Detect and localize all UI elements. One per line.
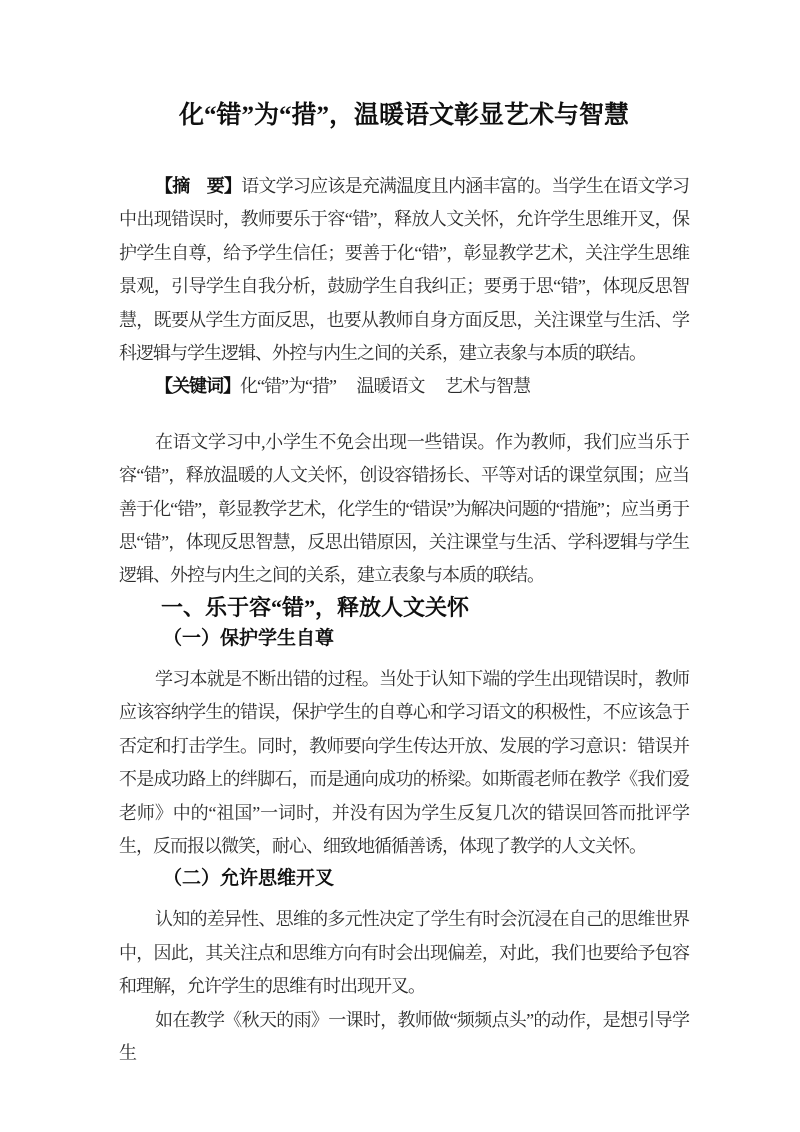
keywords-line <box>119 370 689 403</box>
paragraph-protect-self-esteem: 学习本就是不断出错的过程。当处于认知下端的学生出现错误时，教师应该容纳学生的错误，保护学生的自尊心和学习语文的积极性，不应该急于否定和打击学生。同时，教师要向学生传达开放、发展的学习意识：错误并不是成功路上的绊脚石，而是通向成功的桥梁。如斯霞老师在教学《我们爱老师》中的“祖国”一词时，并没有因为学生反复几次的错误回答而批评学生，反而报以微笑，耐心、细致地循循善诱，体现了教学的人文关怀。 <box>119 668 689 856</box>
intro-paragraph: 在语文学习中,小学生不免会出现一些错误。作为教师，我们应当乐于容“错”，释放温暖的人文关怀，创设容错扬长、平等对话的课堂氛围；应当善于化“错”，彰显教学艺术，化学生的“错误”为解决问题的“措施”；应当勇于思“错”，体现反思智慧，反思出错原因，关注课堂与生活、学科逻辑与学生逻辑、外控与内生之间的关系，建立表象与本质的联结。 <box>119 431 689 586</box>
abstract-label: 【摘 要】 <box>155 176 242 196</box>
paragraph-autumn-rain-example: 如在教学《秋天的雨》一课时，教师做“频频点头”的动作，是想引导学生 <box>119 1009 689 1063</box>
paragraph-allow-divergent-thinking: 认知的差异性、思维的多元性决定了学生有时会沉浸在自己的思维世界中，因此，其关注点和思维方向有时会出现偏差，对此，我们也要给予包容和理解，允许学生的思维有时出现开叉。 <box>119 909 689 997</box>
abstract-text: 语文学习应该是充满温度且内涵丰富的。当学生在语文学习中出现错误时，教师要乐于容“错”，释放人文关怀，允许学生思维开叉，保护学生自尊，给予学生信任；要善于化“错”，彰显教学艺术，关注学生思维景观，引导学生自我分析，鼓励学生自我纠正；要勇于思“错”，体现反思智慧，既要从学生方面反思，也要从教师自身方面反思，关注课堂与生活、学科逻辑与学生逻辑、外控与内生之间的关系，建立表象与本质的联结。 <box>119 176 690 364</box>
keywords-label: 【关键词】 <box>155 376 240 397</box>
subsection-heading-1-1: （一）保护学生自尊 <box>163 627 335 649</box>
abstract-paragraph <box>119 170 689 370</box>
page-title: 化“错”为“措”，温暖语文彰显艺术与智慧 <box>178 102 629 129</box>
section-heading-1: 一、乐于容“错”，释放人文关怀 <box>161 594 470 620</box>
keywords-text: 化“错”为“措” 温暖语文 艺术与智慧 <box>240 376 530 397</box>
subsection-heading-1-2: （二）允许思维开叉 <box>163 868 335 890</box>
